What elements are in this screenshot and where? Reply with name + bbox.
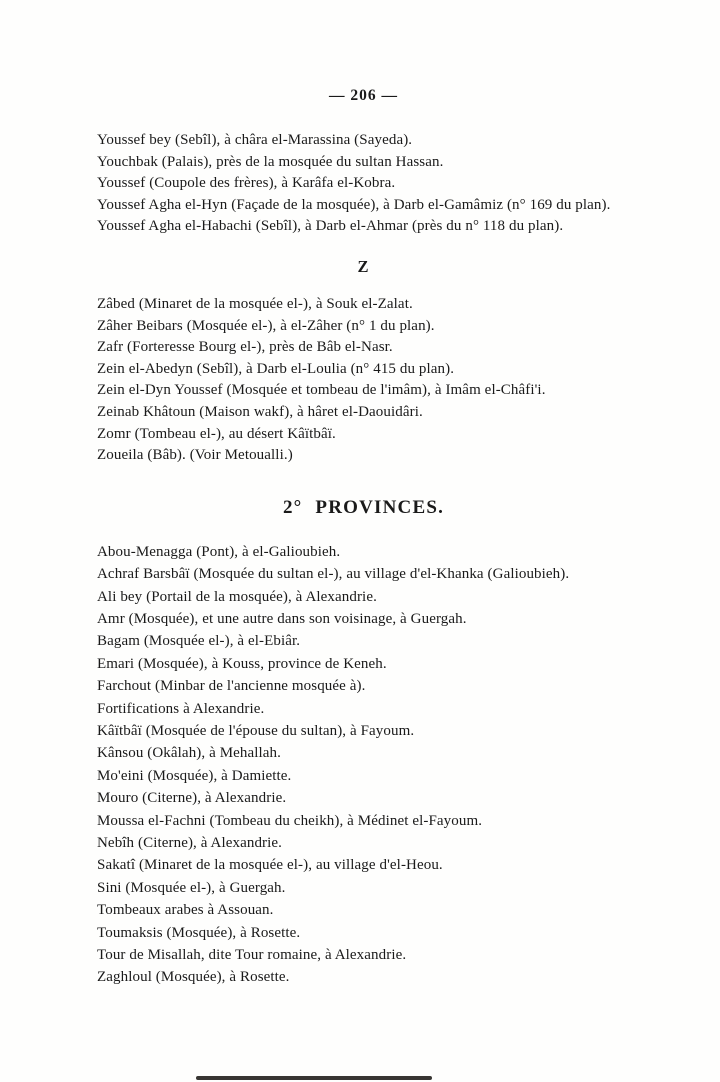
catalog-entry: Zoueila (Bâb). (Voir Metoualli.): [97, 447, 293, 464]
catalog-entry: Zaghloul (Mosquée), à Rosette.: [97, 969, 290, 986]
section-provinces-entries: [97, 541, 630, 989]
section-z-heading: Z: [357, 256, 370, 276]
catalog-entry: Youssef Agha el-Habachi (Sebîl), à Darb el-Ahmar (près du n° 118 du plan).: [97, 218, 564, 235]
catalog-entry: Youssef (Coupole des frères), à Karâfa el-Kobra.: [97, 175, 396, 192]
section-z-entries: [97, 294, 630, 467]
catalog-entry: Farchout (Minbar de l'ancienne mosquée à).: [97, 678, 366, 695]
catalog-entry: Mo'eini (Mosquée), à Damiette.: [97, 767, 292, 784]
catalog-entry: Zomr (Tombeau el-), au désert Kâïtbâï.: [97, 425, 336, 442]
section-y-entries: [97, 130, 630, 238]
section-provinces-heading: 2° PROVINCES.: [282, 496, 445, 518]
catalog-entry: Bagam (Mosquée el-), à el-Ebiâr.: [97, 633, 301, 650]
catalog-entry: Zâbed (Minaret de la mosquée el-), à Souk el-Zalat.: [97, 295, 413, 312]
catalog-entry: Zâher Beibars (Mosquée el-), à el-Zâher (n° 1 du plan).: [97, 317, 435, 334]
page-number: — 206 —: [329, 87, 398, 104]
catalog-entry: Kâïtbâï (Mosquée de l'épouse du sultan), à Fayoum.: [97, 722, 415, 739]
catalog-entry: Youssef bey (Sebîl), à châra el-Marassina (Sayeda).: [97, 132, 413, 148]
catalog-entry: Sini (Mosquée el-), à Guergah.: [97, 879, 286, 896]
catalog-entry: Kânsou (Okâlah), à Mehallah.: [97, 745, 281, 762]
catalog-entry: Toumaksis (Mosquée), à Rosette.: [97, 924, 301, 941]
catalog-entry: Mouro (Citerne), à Alexandrie.: [97, 790, 287, 807]
catalog-entry: Ali bey (Portail de la mosquée), à Alexandrie.: [97, 588, 377, 605]
catalog-entry: Zafr (Forteresse Bourg el-), près de Bâb el-Nasr.: [97, 339, 393, 356]
catalog-entry: Zein el-Abedyn (Sebîl), à Darb el-Loulia (n° 415 du plan).: [97, 360, 455, 377]
catalog-entry: Moussa el-Fachni (Tombeau du cheikh), à Médinet el-Fayoum.: [97, 812, 483, 829]
catalog-entry: Zein el-Dyn Youssef (Mosquée et tombeau de l'imâm), à Imâm el-Châfi'i.: [97, 382, 546, 399]
catalog-entry: Tombeaux arabes à Assouan.: [97, 902, 274, 919]
catalog-entry: Fortifications à Alexandrie.: [97, 700, 265, 717]
catalog-entry: Achraf Barsbâï (Mosquée du sultan el-), au village d'el-Khanka (Galioubieh).: [97, 566, 570, 583]
catalog-entry: Tour de Misallah, dite Tour romaine, à Alexandrie.: [97, 947, 407, 964]
scan-artifact: [196, 1076, 432, 1080]
catalog-entry: Abou-Menagga (Pont), à el-Galioubieh.: [97, 543, 341, 560]
catalog-entry: Youssef Agha el-Hyn (Façade de la mosquée), à Darb el-Gamâmiz (n° 169 du plan).: [97, 196, 611, 213]
catalog-entry: Nebîh (Citerne), à Alexandrie.: [97, 835, 283, 851]
catalog-entry: Sakatî (Minaret de la mosquée el-), au village d'el-Heou.: [97, 857, 443, 874]
catalog-entry: Emari (Mosquée), à Kouss, province de Keneh.: [97, 655, 387, 672]
catalog-entry: Youchbak (Palais), près de la mosquée du sultan Hassan.: [97, 153, 444, 170]
catalog-entry: Amr (Mosquée), et une autre dans son voisinage, à Guergah.: [97, 610, 467, 627]
catalog-entry: Zeinab Khâtoun (Maison wakf), à hâret el-Daouidâri.: [97, 403, 423, 420]
